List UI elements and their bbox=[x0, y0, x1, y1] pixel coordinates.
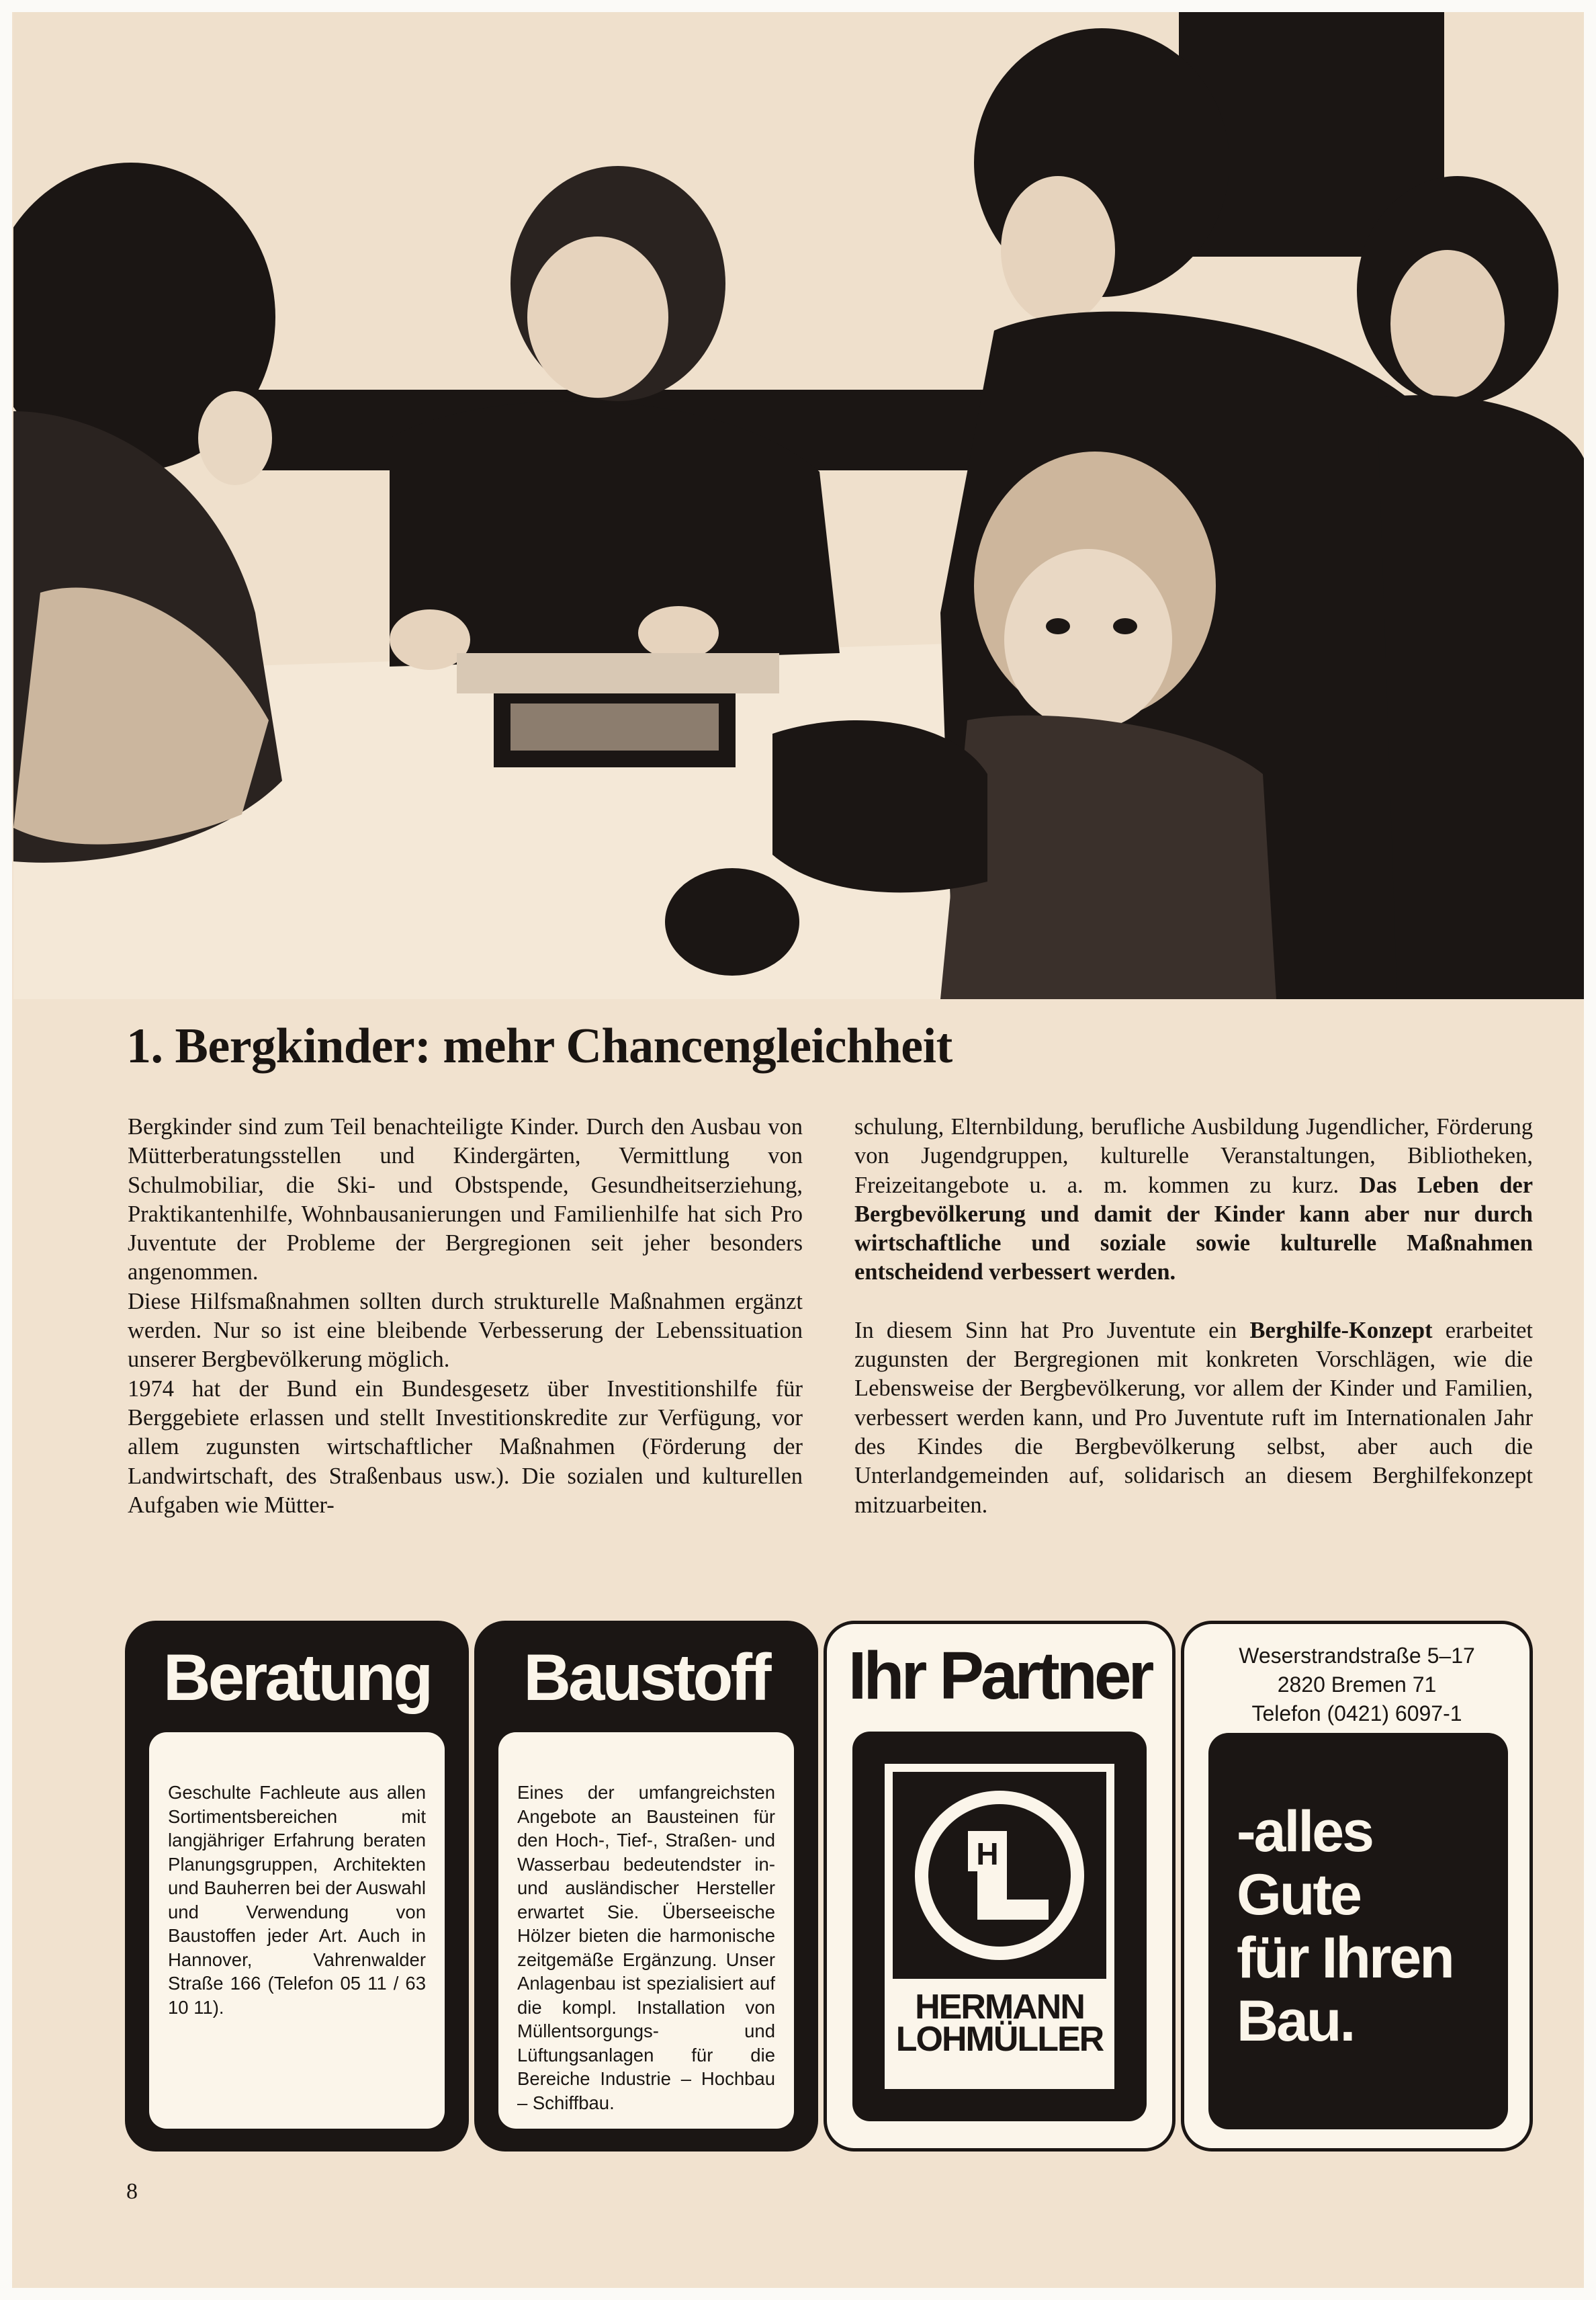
article-column-left bbox=[128, 1113, 803, 1520]
ad-text: Eines der umfangreichsten Angebote an Bausteinen für den Hoch-, Tief-, Straßen- und Wasserbau bedeutendster in- und ausländischer Hersteller erwartet Sie. Überseeische Hölzer bieten die harmonische zeitgemäße Ergänzung. Unser Anlagenbau ist spezialisiert auf die kompl. Installation von Müllentsorgungs- und Lüftungsanlagen für die Bereiche Industrie – Hochbau – Schiffbau. bbox=[498, 1732, 794, 2129]
slogan-line: Gute bbox=[1237, 1863, 1360, 1927]
slogan-line: Bau. bbox=[1237, 1989, 1354, 2053]
ad-title: Beratung bbox=[163, 1640, 431, 1714]
logo-line: HERMANN bbox=[915, 1988, 1084, 2027]
article-paragraph: Diese Hilfsmaßnahmen sollten durch strukturelle Maßnahmen ergänzt werden. Nur so ist eine bleibende Verbesserung der Lebenssituation unserer Bergbevölkerung möglich. bbox=[128, 1288, 803, 1373]
logo-line: LOHMÜLLER bbox=[895, 2020, 1104, 2059]
ad-text: Geschulte Fachleute aus allen Sortimentsbereichen mit langjähriger Erfahrung beraten Planungsgruppen, Architekten und Bauherren bei der Auswahl und Verwendung von Baustoffen jeder Art. Auch in Hannover, Vahrenwalder Straße 166 (Telefon 05 11 / 63 10 11). bbox=[149, 1732, 445, 2129]
paragraph-bold-text: Das Leben der Bergbevölkerung und damit der Kinder kann aber nur durch wirtschaftliche und soziale sowie kulturelle Maßnahmen entscheidend verbessert werden. bbox=[854, 1172, 1534, 1285]
logo-letter: H bbox=[976, 1836, 999, 1871]
ad-baustoff bbox=[474, 1621, 818, 2152]
article-title: 1. Bergkinder: mehr Chancengleichheit bbox=[126, 1019, 952, 1074]
slogan-line: -alles bbox=[1237, 1799, 1372, 1864]
ad-address bbox=[1181, 1621, 1533, 2152]
article-paragraph bbox=[854, 1113, 1533, 1287]
paragraph-text: schulung, Elternbildung, berufliche Ausbildung Jugendlicher, Förderung von Jugendgruppen, kulturelle Veranstaltungen, Bibliotheken, Freizeitangebote u. a. m. kommen zu kurz. bbox=[854, 1114, 1533, 1198]
photo-children-at-table bbox=[13, 8, 1589, 999]
ad-beratung bbox=[125, 1621, 469, 2152]
logo-emblem bbox=[893, 1772, 1106, 1979]
company-logo bbox=[852, 1732, 1147, 2121]
logo-wordmark bbox=[885, 1988, 1114, 2059]
company-address bbox=[1184, 1642, 1530, 1728]
slogan-line: für Ihren bbox=[1237, 1926, 1453, 1990]
slogan-box bbox=[1208, 1733, 1508, 2129]
paragraph-bold-text: Berghilfe-Konzept bbox=[1249, 1317, 1433, 1343]
logo-frame bbox=[885, 1764, 1114, 2089]
address-street: Weserstrandstraße 5–17 bbox=[1239, 1644, 1475, 1668]
ad-partner bbox=[824, 1621, 1176, 2152]
paragraph-text: erarbeitet zugunsten der Bergregionen mit konkreten Vorschlägen, wie die Lebensweise der Bergbevölkerung, vor allem der Kinder und Familien, verbessert werden kann, und Pro Juventute ruft im Internationalen Jahr des Kindes die Bergbevölkerung selbst, aber auch die Unterlandgemeinden auf, solidarisch an diesem Berghilfekonzept mitzuarbeiten. bbox=[854, 1317, 1533, 1518]
ad-title: Ihr Partner bbox=[848, 1638, 1151, 1713]
article-paragraph bbox=[854, 1316, 1533, 1520]
paragraph-text: In diesem Sinn hat Pro Juventute ein bbox=[854, 1317, 1250, 1343]
address-phone: Telefon (0421) 6097-1 bbox=[1251, 1701, 1462, 1726]
slogan bbox=[1237, 1800, 1505, 2053]
ad-title: Baustoff bbox=[523, 1640, 769, 1714]
article-column-right bbox=[854, 1113, 1533, 1520]
page-number: 8 bbox=[126, 2179, 138, 2204]
article-paragraph: 1974 hat der Bund ein Bundesgesetz über Investitionshilfe für Berggebiete erlassen und stellt Investitionskredite zur Verfügung, vor allem zugunsten wirtschaftlicher Maßnahmen (Förderung der Landwirtschaft, des Straßenbaus usw.). Die sozialen und kulturellen Aufgaben wie Mütter- bbox=[128, 1375, 803, 1518]
address-city: 2820 Bremen 71 bbox=[1277, 1672, 1437, 1697]
article-paragraph: Bergkinder sind zum Teil benachteiligte Kinder. Durch den Ausbau von Mütterberatungsstellen und Kindergärten, Vermittlung von Schulmobiliar, die Ski- und Obstspende, Gesundheitserziehung, Praktikantenhilfe, Wohnbausanierungen und Familienhilfe hat sich Pro Juventute der Probleme der Bergregionen seit jeher besonders angenommen. bbox=[128, 1114, 803, 1285]
